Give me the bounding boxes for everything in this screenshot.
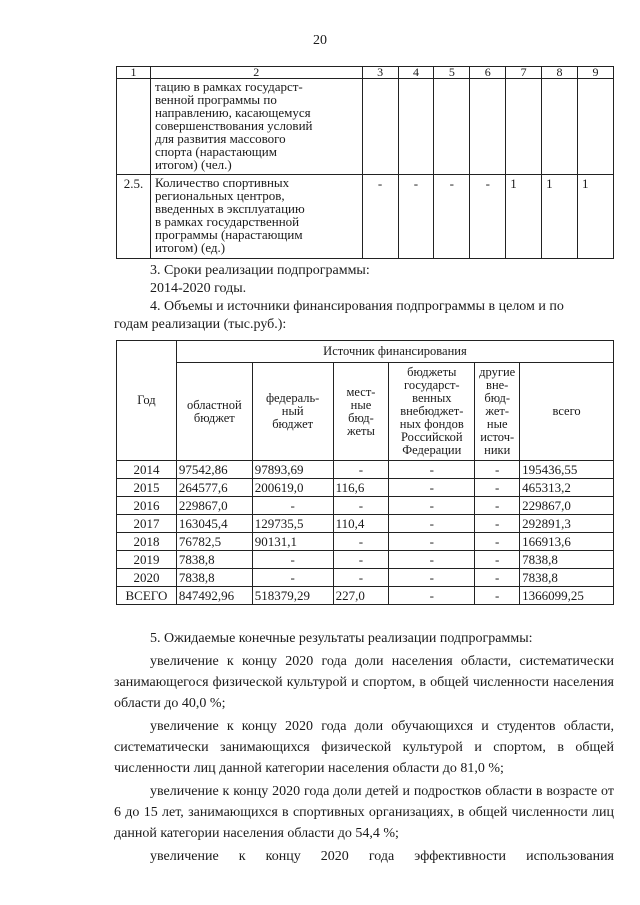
indicator-description [150,79,362,175]
value-cell: - [470,175,506,259]
header-line: другие [479,365,516,379]
other-value: - [475,587,520,605]
local-value: - [333,569,389,587]
section-5-items [114,651,614,869]
year-cell: 2018 [117,533,177,551]
description-line: итогом) (чел.) [154,157,232,172]
other-value: - [475,497,520,515]
total-header: всего [520,363,614,461]
description-line: совершенствования условий [154,118,313,133]
federal-value: 518379,29 [252,587,333,605]
header-line: областной [186,397,242,412]
header-line: ные [350,397,372,412]
other-value: - [475,461,520,479]
col-number: 7 [506,67,542,79]
description-line: Количество спортивных [154,175,290,190]
header-line: источ- [480,430,515,444]
local-value: 116,6 [333,479,389,497]
table-row [117,461,614,479]
table-row [117,79,614,175]
total-value: 195436,55 [520,461,614,479]
value-cell [542,79,578,175]
total-value: 229867,0 [520,497,614,515]
header-line: бюджет [272,417,314,431]
header-line: жет- [485,404,510,418]
year-header: Год [117,341,177,461]
year-cell: 2014 [117,461,177,479]
row-number: 2.5. [117,175,151,259]
other-value: - [475,551,520,569]
value-cell [434,79,470,175]
header-line: вне- [486,378,509,392]
section-5-heading: 5. Ожидаемые конечные результаты реализации подпрограммы: [150,631,533,646]
year-cell: 2015 [117,479,177,497]
value-cell [470,79,506,175]
oblast-value: 7838,8 [176,569,252,587]
header-line: венных [412,391,452,405]
header-line: Российской [401,430,463,444]
section-4-heading-line2: годам реализации (тыс.руб.): [114,317,287,332]
description-line: спорта (нарастающим [154,144,277,159]
header-line: бюджет [193,410,235,425]
col-number: 1 [117,67,151,79]
header-line: ники [484,443,511,457]
oblast-value: 163045,4 [176,515,252,533]
local-value: - [333,551,389,569]
col-number: 6 [470,67,506,79]
oblast-value: 76782,5 [176,533,252,551]
value-cell: - [398,175,434,259]
table-row [117,551,614,569]
funds-value: - [389,551,475,569]
oblast-value: 7838,8 [176,551,252,569]
total-value: 292891,3 [520,515,614,533]
local-value: 110,4 [333,515,389,533]
section-3-years: 2014-2020 годы. [150,281,247,296]
value-cell: - [362,175,398,259]
year-cell: 2020 [117,569,177,587]
federal-budget-header [252,363,333,461]
funds-value: - [389,497,475,515]
value-cell: - [434,175,470,259]
year-cell: 2017 [117,515,177,533]
header-line: бюджеты [407,365,457,379]
table-row [117,533,614,551]
federal-value: 90131,1 [252,533,333,551]
value-cell [506,79,542,175]
header-line: бюд- [484,391,510,405]
oblast-budget-header [176,363,252,461]
other-value: - [475,533,520,551]
header-line: мест- [346,384,376,399]
federal-value: 129735,5 [252,515,333,533]
funds-value: - [389,569,475,587]
header-line: государст- [404,378,460,392]
funds-value: - [389,515,475,533]
section-4-heading-line1: 4. Объемы и источники финансирования подпрограммы в целом и по [150,299,564,314]
total-value: 465313,2 [520,479,614,497]
year-cell: 2019 [117,551,177,569]
col-number: 8 [542,67,578,79]
description-line: тацию в рамках государст- [154,79,303,94]
col-number: 3 [362,67,398,79]
oblast-value: 264577,6 [176,479,252,497]
table-row [117,497,614,515]
funds-value: - [389,479,475,497]
indicators-table [116,66,614,259]
finance-header-row [117,341,614,363]
col-number: 9 [578,67,614,79]
table-row [117,479,614,497]
col-number: 4 [398,67,434,79]
other-value: - [475,479,520,497]
result-item: увеличение к концу 2020 года доли обучающихся и студентов области, систематически занимающихся физической культурой и спортом, в общей численности лиц данной категории населения области до 81,0 %; [114,719,614,776]
description-line: программы (нарастающим [154,227,303,242]
source-header: Источник финансирования [176,341,613,363]
page-number: 20 [313,33,327,48]
section-3-heading: 3. Сроки реализации подпрограммы: [150,263,370,278]
description-line: в рамках государственной [154,214,300,229]
oblast-value: 847492,96 [176,587,252,605]
description-line: региональных центров, [154,188,285,203]
finance-table [116,340,614,605]
header-line: ных фондов [399,417,464,431]
result-item: увеличение к концу 2020 года эффективности использования [150,849,614,864]
header-line: внебюджет- [400,404,464,418]
federal-value: 200619,0 [252,479,333,497]
funds-value: - [389,461,475,479]
other-value: - [475,569,520,587]
value-cell: 1 [578,175,614,259]
value-cell: 1 [506,175,542,259]
local-value: - [333,533,389,551]
federal-value: - [252,551,333,569]
header-line: федераль- [265,391,320,405]
total-value: 7838,8 [520,551,614,569]
result-item: увеличение к концу 2020 года доли детей и подростков области в возрасте от 6 до 15 лет, занимающихся в спортивных организациях, в общей численности лиц данной категории населения области до 54,4 %; [114,784,614,841]
value-cell [398,79,434,175]
header-line: бюд- [348,410,374,425]
description-line: венной программы по [154,92,277,107]
col-number: 5 [434,67,470,79]
oblast-value: 97542,86 [176,461,252,479]
federal-value: - [252,569,333,587]
result-item: увеличение к концу 2020 года доли населения области, систематически занимающегося физической культурой и спортом, в общей численности населения области до 40,0 %; [114,654,614,711]
local-value: 227,0 [333,587,389,605]
header-line: ный [281,404,304,418]
other-sources-header [475,363,520,461]
local-value: - [333,497,389,515]
year-cell: 2016 [117,497,177,515]
value-cell: 1 [542,175,578,259]
value-cell [362,79,398,175]
table-row [117,569,614,587]
description-line: для развития массового [154,131,286,146]
finance-subheader-row [117,363,614,461]
header-line: жеты [347,423,375,438]
state-funds-header [389,363,475,461]
column-number-row [117,67,614,79]
row-number [117,79,151,175]
oblast-value: 229867,0 [176,497,252,515]
total-value: 7838,8 [520,569,614,587]
federal-value: 97893,69 [252,461,333,479]
section-4-heading [114,298,614,334]
table-row [117,515,614,533]
table-row-total [117,587,614,605]
funds-value: - [389,587,475,605]
year-cell: ВСЕГО [117,587,177,605]
total-value: 1366099,25 [520,587,614,605]
description-line: итогом) (ед.) [154,240,226,255]
funds-value: - [389,533,475,551]
table-row [117,175,614,259]
federal-value: - [252,497,333,515]
indicator-description [150,175,362,259]
other-value: - [475,515,520,533]
header-line: ные [486,417,508,431]
total-value: 166913,6 [520,533,614,551]
col-number: 2 [150,67,362,79]
header-line: Федерации [402,443,462,457]
description-line: введенных в эксплуатацию [154,201,305,216]
local-value: - [333,461,389,479]
value-cell [578,79,614,175]
description-line: направлению, касающемуся [154,105,311,120]
local-budget-header [333,363,389,461]
